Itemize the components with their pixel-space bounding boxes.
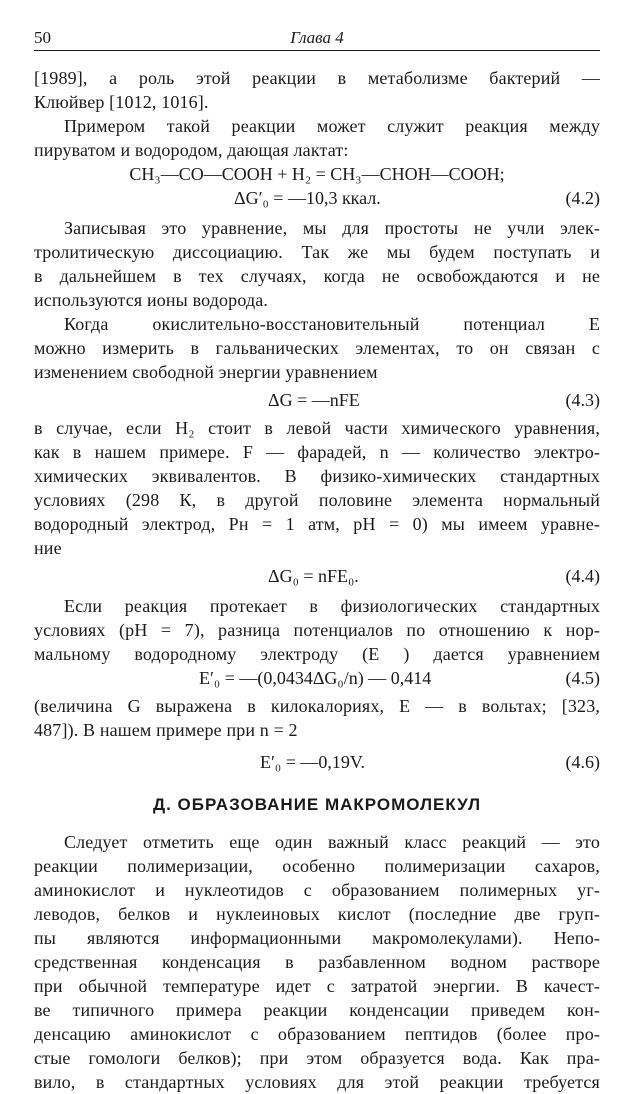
reaction-equation [34,162,600,186]
equation-number: (4.5) [565,668,600,688]
paragraph-2-cont [34,138,600,162]
text-line: Примером такой реакции может служит реакция между [64,116,600,136]
equation-4-2 [34,186,600,210]
running-header [34,26,600,51]
text-line: используются ионы водорода. [34,290,269,310]
paragraph-3 [34,216,600,240]
text-line: условиях (298 К, в другой половине элемента нормальный [34,490,600,510]
text-line: пируватом и водородом, дающая лактат: [34,140,349,160]
text-line: тролитическую диссоциацию. Так же мы будем поступать и [34,242,600,262]
text-line: Клюйвер [1012, 1016]. [34,92,209,112]
equation-number: (4.3) [565,390,600,410]
equation-text: CH₃—CO—COOH + H₂ = CH₃—CHOH—COOH; [129,164,505,184]
paragraph-5 [34,416,600,560]
equation-text: ΔG₀ = nFE₀. [268,566,359,586]
paragraph-3-cont [34,240,600,312]
equation-text: ΔG′₀ = —10,3 ккал. [234,188,381,208]
text-line: пы являются информационными макромолекулами). Непо- [34,928,600,948]
chapter-title: Глава 4 [290,28,344,47]
text-line: вило, в стандартных условиях для этой реакции требуется [34,1072,600,1092]
paragraph-7 [34,694,600,742]
text-line: в случае, если H₂ стоит в левой части химического уравнения, [34,418,600,438]
text-line: Следует отметить еще один важный класс реакций — это [64,832,600,852]
text-line: ве типичного примера реакции конденсации приведем кон- [34,1000,600,1020]
text-line: при обычной температуре идет с затратой энергии. В качест- [34,976,600,996]
text-line: Когда окислительно-восстановительный потенциал E [64,314,600,334]
text-line: можно измерить в гальванических элементах, то он связан с [34,338,600,358]
paragraph-4-cont [34,336,600,384]
section-heading: Д. ОБРАЗОВАНИЕ МАКРОМОЛЕКУЛ [152,795,482,814]
page-number: 50 [34,28,51,47]
paragraph-8-cont [34,854,600,1094]
paragraph-6-cont [34,618,600,666]
text-line: в дальнейшем в тех случаях, когда не освобождаются и не [34,266,600,286]
text-line: условиях (pH = 7), разница потенциалов по отношению к нор- [34,620,600,640]
text-line: аминокислот и нуклеотидов с образованием полимерных уг- [34,880,600,900]
text-line: 487]). В нашем примере при n = 2 [34,720,298,740]
paragraph-1 [34,66,600,114]
text-line: водородный электрод, Pн = 1 атм, pH = 0) мы имеем уравне- [34,514,600,534]
text-line: изменением свободной энергии уравнением [34,362,378,382]
text-line: средственная конденсация в разбавленном водном растворе [34,952,600,972]
equation-number: (4.2) [565,188,600,208]
text-line: (величина G выражена в килокалориях, E — в вольтах; [323, [34,696,600,716]
equation-4-3 [34,388,600,412]
equation-number: (4.4) [565,566,600,586]
text-line: реакции полимеризации, особенно полимеризации сахаров, [34,856,600,876]
equation-4-4 [34,564,600,588]
paragraph-6 [34,594,600,618]
text-line: химических эквивалентов. В физико-химических стандартных [34,466,600,486]
text-line: как в нашем примере. F — фарадей, n — количество электро- [34,442,600,462]
page-body [34,66,600,1094]
text-line: [1989], а роль этой реакции в метаболизме бактерий — [34,68,600,88]
text-line: ние [34,538,62,558]
text-line: Записывая это уравнение, мы для простоты не учли элек- [64,218,600,238]
equation-text: E′₀ = —0,19V. [260,752,366,772]
paragraph-8 [34,830,600,854]
text-line: мальному водородному электроду (E ) дается уравнением [34,644,600,664]
text-line: Если реакция протекает в физиологических стандартных [64,596,600,616]
text-line: леводов, белков и нуклеиновых кислот (последние две груп- [34,904,600,924]
equation-number: (4.6) [565,752,600,772]
text-line: денсацию аминокислот с образованием пептидов (более про- [34,1024,600,1044]
equation-text: ΔG = —nFE [268,390,360,410]
equation-4-5 [34,666,600,690]
equation-text: E′₀ = —(0,0434ΔG₀/n) — 0,414 [199,668,432,688]
equation-4-6 [34,750,600,774]
paragraph-2 [34,114,600,138]
text-line: стые гомологи белков); при этом образуется вода. Как пра- [34,1048,600,1068]
paragraph-4 [34,312,600,336]
